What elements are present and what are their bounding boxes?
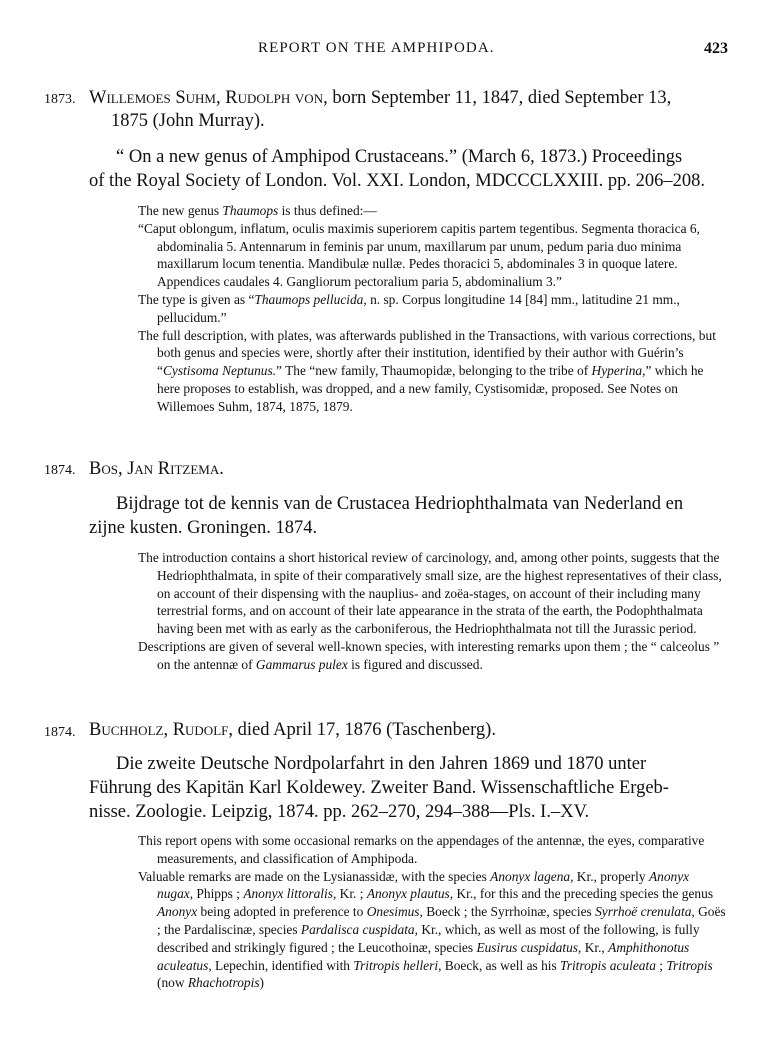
- note-text: is thus defined:—: [278, 203, 377, 218]
- entry-title-line: of the Royal Society of London. Vol. XXI. London, MDCCCLXXIII. pp. 206–208.: [89, 171, 705, 191]
- entry-author: Willemoes Suhm, Rudolph von,: [89, 88, 328, 108]
- entry-notes: [138, 202, 728, 416]
- note-text: , Kr., which, as well as most of the following, is fully described and strikingly figured ; the Leucothoinæ, species: [157, 921, 700, 955]
- entry-author-line: [89, 720, 496, 741]
- note-paragraph: [138, 291, 728, 327]
- note-italic: Anonyx nugax: [157, 868, 690, 902]
- note-text: The full description, with plates, was afterwards published in the Transactions, with various corrections, but both genus and species were, shortly after their institution, identified by their author with Guérin’s “: [138, 327, 716, 379]
- note-text: Valuable remarks are made on the Lysianassidæ, with the species: [138, 868, 491, 884]
- entry-author-dates: died April 17, 1876 (Taschenberg).: [233, 720, 496, 740]
- note-paragraph: [138, 868, 728, 993]
- entry-notes: [138, 832, 728, 992]
- entry-title-line: “ On a new genus of Amphipod Crustaceans.” (March 6, 1873.) Proceedings: [116, 147, 683, 167]
- entry-year: 1874.: [44, 725, 76, 740]
- header-title: REPORT ON THE AMPHIPODA.: [258, 40, 495, 56]
- note-text: is figured and discussed.: [347, 656, 483, 672]
- note-text: Descriptions are given of several well-known species, with interesting remarks upon them ; the “ calceolus ” on the antennæ of: [138, 638, 720, 672]
- note-text: , Kr.,: [578, 939, 609, 955]
- note-italic: Pardalisca cuspidata: [300, 921, 415, 937]
- entry-notes: [138, 549, 728, 674]
- note-text: , n. sp. Corpus longitudine 14 [84] mm., latitudine 21 mm., pellucidum.”: [157, 291, 680, 325]
- note-italic: Thaumops pellucida: [254, 291, 364, 307]
- note-text: , Kr., properly: [570, 868, 649, 884]
- note-text: ,” which he here proposes to establish, was dropped, and a new family, Cystisomidæ, proposed. See Notes on Willemoes Suhm, 1874, 1875, 1879.: [157, 363, 704, 414]
- note-paragraph: This report opens with some occasional remarks on the appendages of the antennæ, the eyes, comparative measurements, and classification of Amphipoda.: [138, 833, 705, 866]
- note-text: ;: [655, 957, 667, 973]
- note-italic: Syrrhoë crenulata: [595, 904, 692, 920]
- note-paragraph: [138, 327, 728, 416]
- entry-author-dates-cont: 1875 (John Murray).: [111, 111, 265, 131]
- entry-title-line: zijne kusten. Groningen. 1874.: [89, 518, 318, 538]
- entry-author-line: [89, 88, 671, 109]
- note-text: , Boeck, as well as his: [438, 957, 561, 973]
- entry-title-line: Führung des Kapitän Karl Koldewey. Zweiter Band. Wissenschaftliche Ergeb-: [89, 778, 669, 798]
- entry-title-line: Die zweite Deutsche Nordpolarfahrt in den Jahren 1869 und 1870 unter: [116, 754, 647, 774]
- note-italic: Eusirus cuspidatus: [476, 939, 578, 955]
- running-header: [0, 40, 776, 64]
- note-text: , Phipps ;: [189, 886, 244, 902]
- note-italic: Hyperina: [591, 363, 643, 379]
- entry-author: Buchholz, Rudolf,: [89, 720, 233, 740]
- note-italic: Tritropis: [666, 957, 713, 973]
- note-italic: Onesimus: [366, 904, 420, 920]
- note-text: , Goës ; the Pardaliscinæ, species: [157, 904, 726, 937]
- entry-author-dates: born September 11, 1847, died September 13,: [327, 88, 672, 108]
- page-number: 423: [704, 40, 728, 57]
- entry-title-line: nisse. Zoologie. Leipzig, 1874. pp. 262–270, 294–388—Pls. I.–XV.: [89, 802, 590, 822]
- note-italic: Tritropis helleri: [353, 957, 439, 973]
- note-text: , Kr., for this and the preceding species the genus: [449, 886, 714, 902]
- entry-title-line: Bijdrage tot de kennis van de Crustacea Hedriophthalmata van Nederland en: [116, 494, 684, 514]
- note-paragraph: [138, 638, 728, 674]
- note-paragraph: “Caput oblongum, inflatum, oculis maximis superiorem capitis partem tegentibus. Segmenta thoracica 6, abdominalia 5. Antennarum in feminis par unum, maxillarum par unum, pedum paria duo minima maxillarum locum tenentia. Mandibulæ nullæ. Pedes thoracici 5, abdominales 3 in quoque latere. Appendices caudales 4. Gangliorum pectoralium paria 5, abdominalium 3.”: [138, 220, 700, 290]
- note-paragraph: The introduction contains a short historical review of carcinology, and, among other points, suggests that the Hedriophthalmata, in spite of their comparatively small size, are the highest representatives of their class, on account of their dispensing with the nauplius- and zoëa-stages, on account of their including many terrestrial forms, and on account of their late appearance in the strata of the earth, the Podophthalmata having been met with as early as the carboniferous, the Hedriophthalmata not till the Jurassic period.: [138, 550, 722, 637]
- note-italic: Thaumops: [222, 203, 279, 218]
- note-italic: Anonyx lagena: [490, 868, 571, 884]
- note-text: being adopted in preference to: [197, 904, 367, 920]
- note-text: The new genus: [138, 203, 223, 218]
- note-text: ): [259, 975, 265, 991]
- note-italic: Anonyx littoralis: [243, 886, 333, 902]
- note-italic: Cystisoma Neptunus.: [162, 363, 277, 379]
- entry-author: Bos, Jan Ritzema.: [89, 459, 224, 479]
- note-text: , Kr. ;: [332, 886, 367, 902]
- note-text: (now: [157, 975, 188, 991]
- note-italic: Amphithonotus aculeatus: [157, 939, 690, 973]
- entry-year: 1874.: [44, 463, 76, 478]
- note-italic: Anonyx plautus: [366, 886, 450, 902]
- note-italic: Gammarus pulex: [255, 656, 348, 672]
- entry-year: 1873.: [44, 92, 76, 107]
- note-text: , Lepechin, identified with: [208, 957, 354, 973]
- note-text: , Boeck ; the Syrrhoinæ, species: [419, 904, 596, 920]
- note-text: The type is given as “: [138, 291, 255, 307]
- note-italic: Tritropis aculeata: [560, 957, 656, 973]
- note-italic: Anonyx: [157, 904, 198, 920]
- note-paragraph: [138, 202, 728, 220]
- note-italic: Rhachotropis: [187, 975, 260, 991]
- note-text: ” The “new family, Thaumopidæ, belonging to the tribe of: [276, 363, 592, 379]
